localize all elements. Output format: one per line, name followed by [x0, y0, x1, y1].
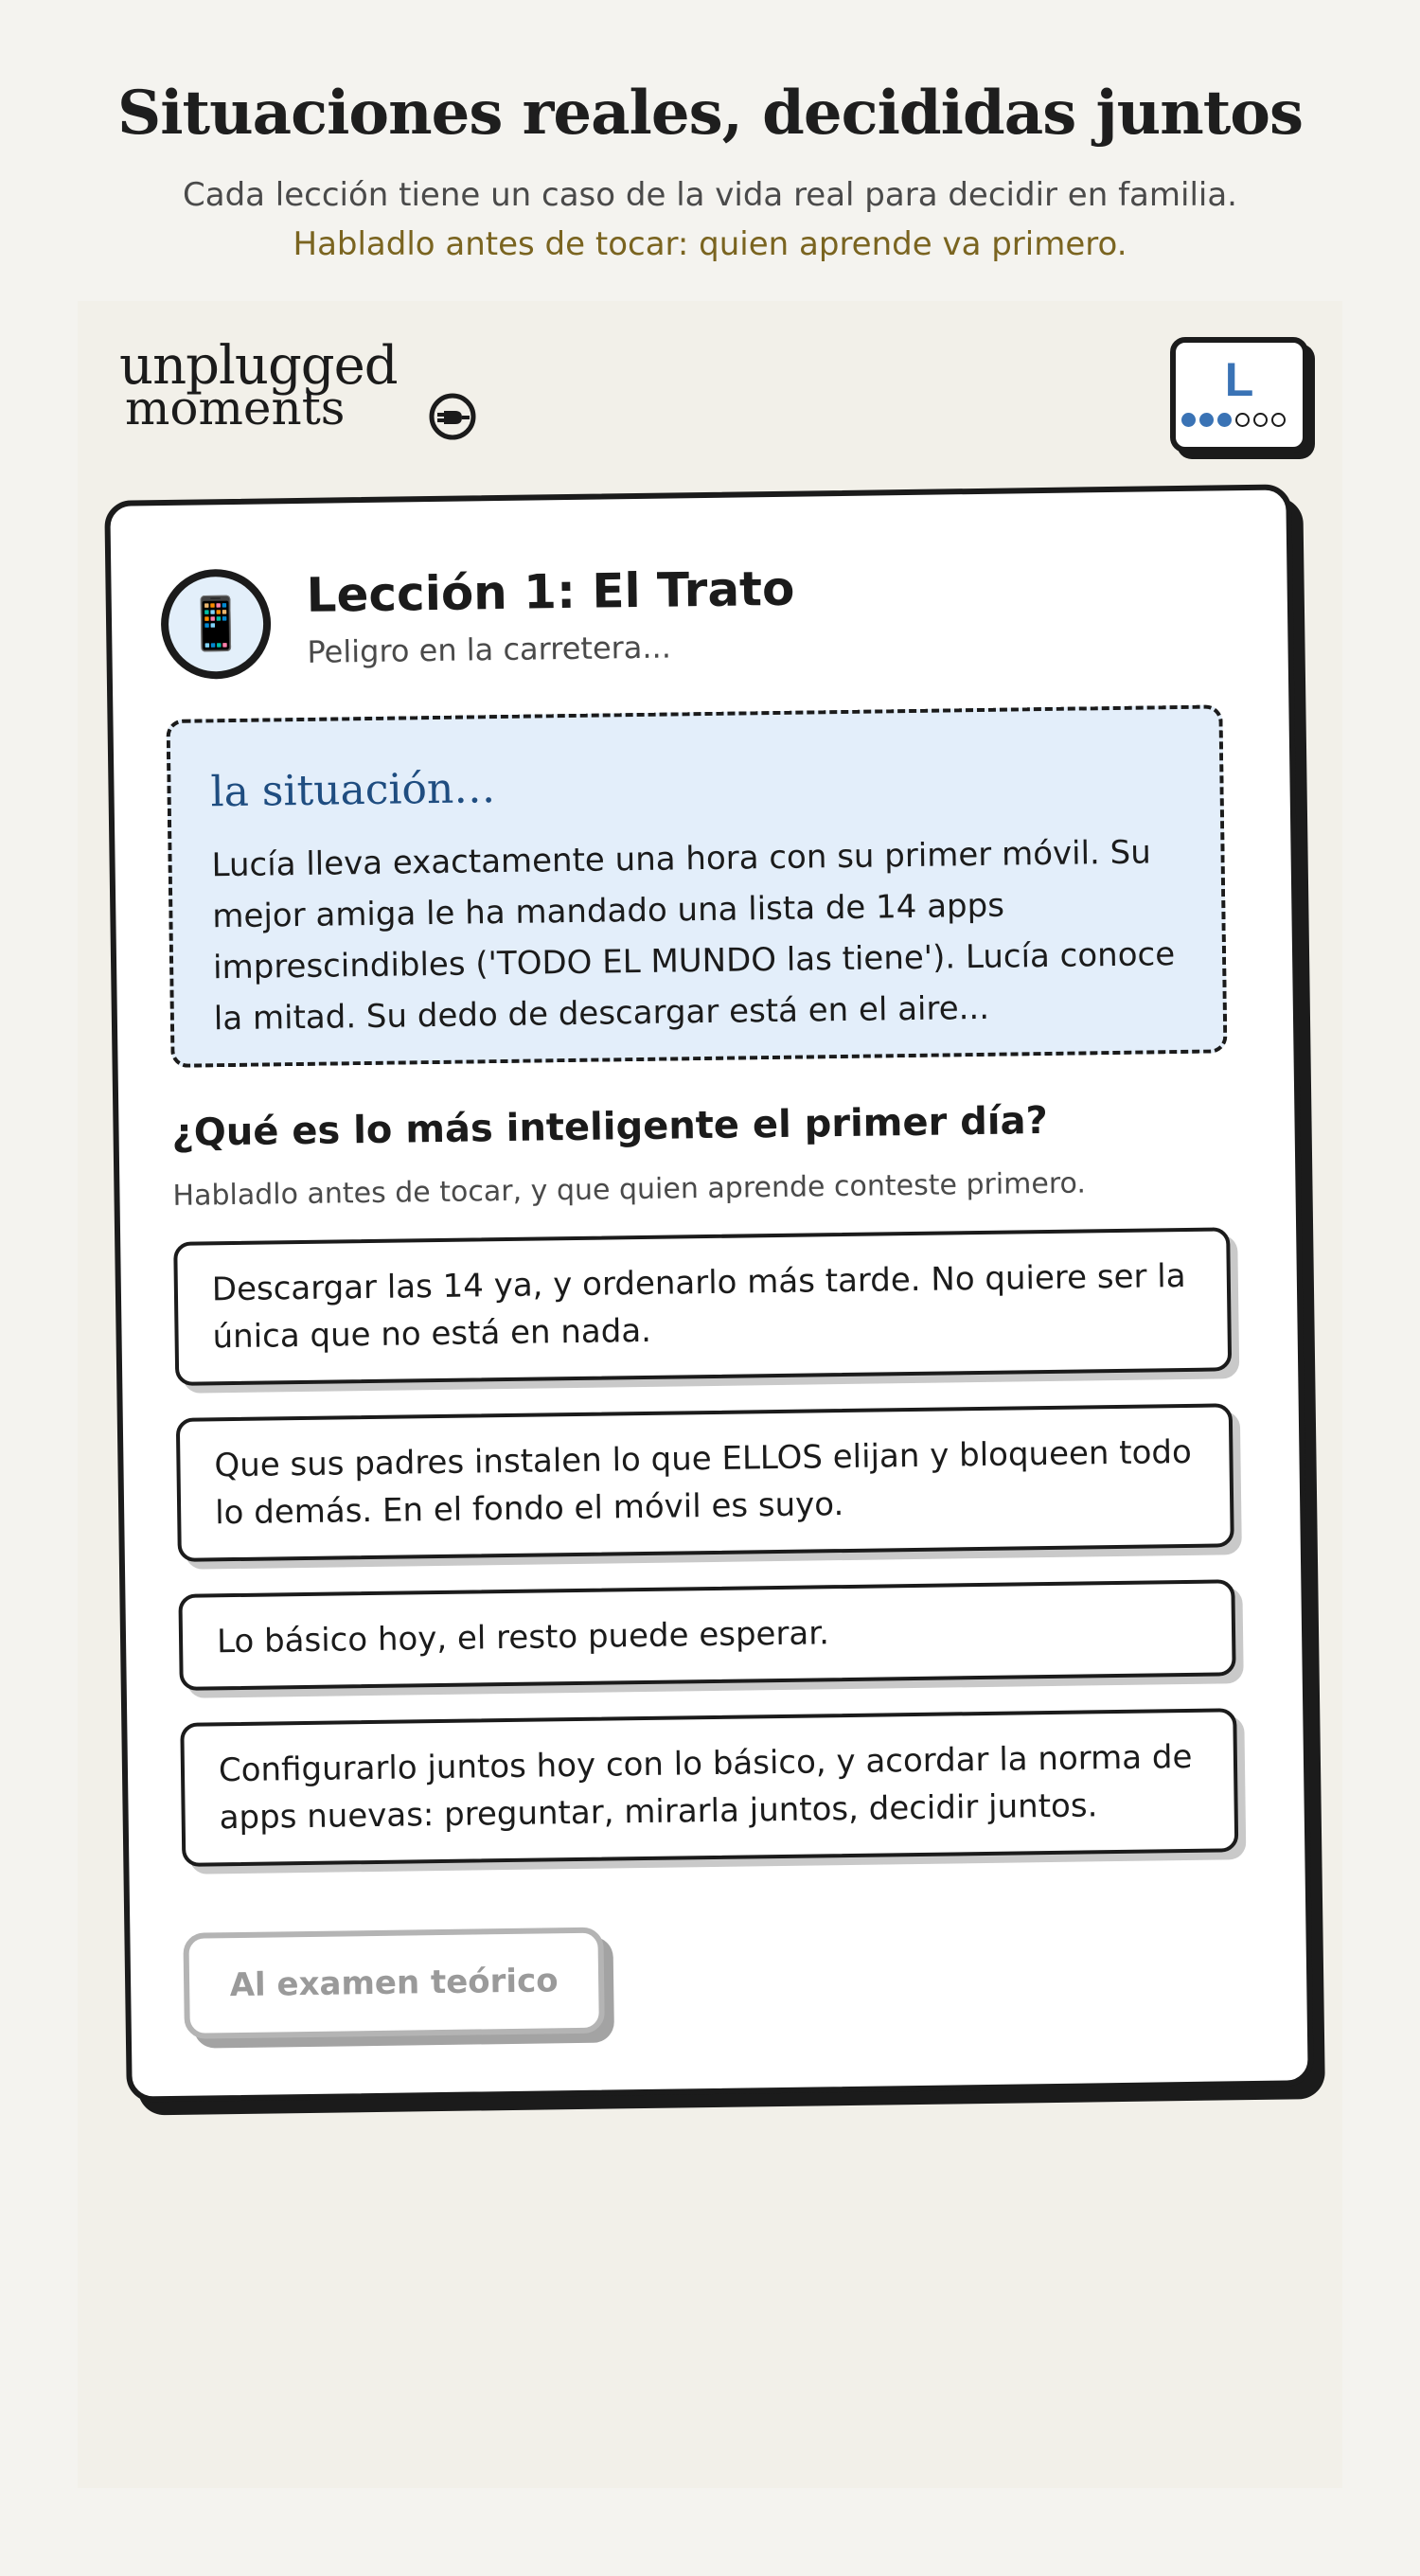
level-dot: [1253, 413, 1268, 427]
page-subtitle: Cada lección tiene un caso de la vida real para decidir en familia.: [183, 176, 1237, 214]
plug-icon: [428, 392, 477, 441]
level-progress-dots: [1181, 413, 1305, 434]
answer-option-1[interactable]: Descargar las 14 ya, y ordenarlo más tarde. No quiere ser la única que no está en nada.: [173, 1227, 1232, 1386]
answer-option-2[interactable]: Que sus padres instalen lo que ELLOS elijan y bloqueen todo lo demás. En el fondo el móvil es suyo.: [176, 1403, 1234, 1562]
level-dot: [1271, 413, 1286, 427]
exam-button[interactable]: Al examen teórico: [183, 1928, 605, 2039]
level-dot: [1181, 413, 1196, 427]
answer-option-4[interactable]: Configurarlo juntos hoy con lo básico, y acordar la norma de apps nuevas: preguntar, mirarla juntos, decidir juntos.: [180, 1708, 1238, 1867]
lesson-card: [104, 484, 1314, 2102]
situation-box: [166, 704, 1227, 1068]
question-text: ¿Qué es lo más inteligente el primer día?: [171, 1098, 1049, 1155]
phone-icon: 📱: [184, 593, 249, 654]
level-dot: [1235, 413, 1250, 427]
level-letter: L: [1224, 353, 1254, 406]
page-hint: Habladlo antes de tocar: quien aprende va primero.: [293, 225, 1127, 263]
app-panel: [78, 301, 1342, 2488]
answer-option-3[interactable]: Lo básico hoy, el resto puede esperar.: [178, 1579, 1235, 1691]
page-title: Situaciones reales, decididas juntos: [117, 78, 1303, 149]
lesson-subtitle: Peligro en la carretera...: [307, 629, 672, 670]
level-dot: [1217, 413, 1232, 427]
level-dot: [1199, 413, 1214, 427]
level-badge[interactable]: [1170, 337, 1308, 453]
brand-line-2: moments: [125, 381, 346, 435]
lesson-title: Lección 1: El Trato: [306, 560, 795, 623]
situation-text: Lucía lleva exactamente una hora con su primer móvil. Su mejor amiga le ha mandado una lista de 14 apps imprescindibles ('TODO EL MUNDO las tiene'). Lucía conoce la mitad. Su dedo de descargar está en el aire...: [211, 833, 1176, 1039]
brand-line-1: unplugged: [119, 335, 398, 397]
situation-label: la situación…: [210, 764, 496, 817]
brand-logo[interactable]: [119, 335, 479, 439]
instruction-text: Habladlo antes de tocar, y que quien aprende conteste primero.: [172, 1166, 1087, 1213]
lesson-avatar: [160, 568, 272, 680]
